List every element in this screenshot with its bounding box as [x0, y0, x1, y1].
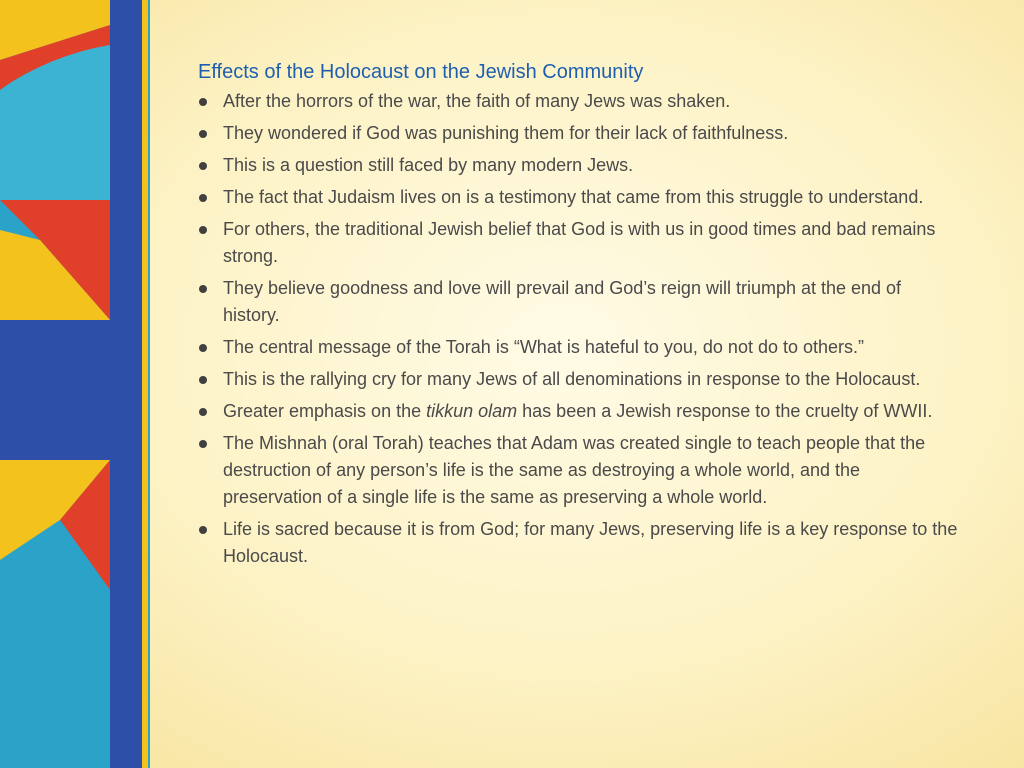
bullet-item	[198, 334, 958, 361]
bullet-icon	[199, 130, 207, 138]
bullet-text: The Mishnah (oral Torah) teaches that Adam was created single to teach people that the destruction of any person’s life is the same as destroying a whole world, and the preservation of a single life is the same as preserving a whole world.	[223, 433, 926, 507]
bullet-item	[198, 430, 958, 511]
slide-content	[198, 58, 958, 575]
bullet-icon	[199, 194, 207, 202]
bullet-icon	[199, 408, 207, 416]
bullet-text: The central message of the Torah is “What is hateful to you, do not do to others.”	[223, 337, 865, 357]
bullet-text: They wondered if God was punishing them for their lack of faithfulness.	[223, 123, 789, 143]
bullet-item	[198, 216, 958, 270]
bullet-text: The fact that Judaism lives on is a testimony that came from this struggle to understand.	[223, 187, 924, 207]
bullet-item	[198, 88, 958, 115]
bullet-icon	[199, 285, 207, 293]
slide-title: Effects of the Holocaust on the Jewish Community	[198, 61, 644, 83]
bullet-icon	[199, 344, 207, 352]
bullet-text-pre: Greater emphasis on the	[223, 401, 427, 421]
bullet-item	[198, 366, 958, 393]
bullet-text-post: has been a Jewish response to the cruelty of WWII.	[517, 401, 933, 421]
bullet-item	[198, 152, 958, 179]
bullet-emphasis: tikkun olam	[426, 401, 518, 421]
bullet-icon	[199, 226, 207, 234]
bullet-item	[198, 120, 958, 147]
bullet-text: This is a question still faced by many modern Jews.	[223, 155, 634, 175]
bullet-item	[198, 398, 958, 425]
bullet-item	[198, 516, 958, 570]
bullet-list	[198, 88, 958, 570]
bullet-text: Life is sacred because it is from God; for many Jews, preserving life is a key response to the Holocaust.	[223, 519, 958, 566]
bullet-icon	[199, 98, 207, 106]
decorative-side-art	[0, 0, 150, 768]
bullet-text: For others, the traditional Jewish belief that God is with us in good times and bad remains strong.	[223, 219, 936, 266]
bullet-icon	[199, 440, 207, 448]
bullet-text: They believe goodness and love will prevail and God’s reign will triumph at the end of history.	[223, 278, 902, 325]
bullet-text: After the horrors of the war, the faith of many Jews was shaken.	[223, 91, 731, 111]
bullet-text: This is the rallying cry for many Jews of all denominations in response to the Holocaust.	[223, 369, 921, 389]
bullet-icon	[199, 162, 207, 170]
bullet-item	[198, 184, 958, 211]
bullet-icon	[199, 376, 207, 384]
bullet-icon	[199, 526, 207, 534]
bullet-item	[198, 275, 958, 329]
